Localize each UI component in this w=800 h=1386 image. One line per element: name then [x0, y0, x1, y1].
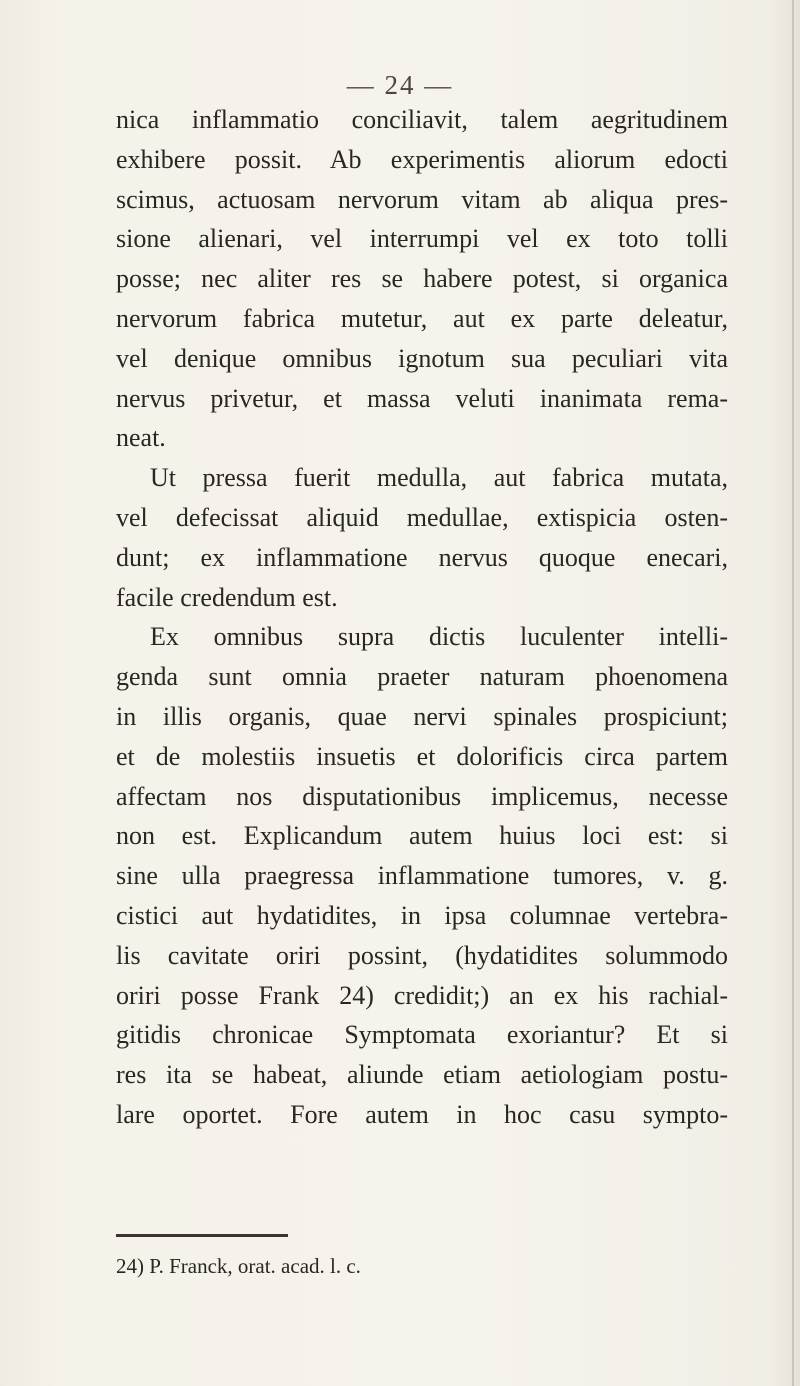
footnote-divider — [116, 1234, 288, 1237]
text-line: lare oportet. Fore autem in hoc casu sympto- — [116, 1099, 728, 1129]
text-line: affectam nos disputationibus implicemus, necesse — [116, 781, 728, 811]
body-text — [116, 100, 728, 1135]
text-line: cistici aut hydatidites, in ipsa columnae vertebra- — [116, 900, 728, 930]
footnote: 24) P. Franck, orat. acad. l. c. — [116, 1254, 361, 1278]
text-line: gitidis chronicae Symptomata exoriantur? Et si — [116, 1020, 728, 1050]
text-line: exhibere possit. Ab experimentis aliorum edocti — [116, 144, 728, 174]
page-number: — 24 — — [346, 70, 454, 100]
text-line: in illis organis, quae nervi spinales prospiciunt; — [116, 701, 728, 731]
text-line: nervus privetur, et massa veluti inanimata rema- — [116, 383, 728, 413]
text-line: neat. — [116, 423, 166, 453]
text-line: nervorum fabrica mutetur, aut ex parte deleatur, — [116, 303, 728, 333]
text-line: nica inflammatio conciliavit, talem aegritudinem — [116, 105, 728, 134]
paragraph-start-line: Ut pressa fuerit medulla, aut fabrica mutata, — [150, 463, 728, 493]
text-line: sine ulla praegressa inflammatione tumores, v. g. — [116, 861, 728, 891]
text-line: vel defecissat aliquid medullae, extispicia osten- — [116, 502, 728, 532]
text-line: vel denique omnibus ignotum sua peculiari vita — [116, 343, 728, 373]
text-line: genda sunt omnia praeter naturam phoenomena — [116, 662, 728, 692]
text-line: lis cavitate oriri possint, (hydatidites solummodo — [116, 940, 728, 970]
text-line: et de molestiis insuetis et dolorificis circa partem — [116, 741, 728, 771]
text-line: facile credendum est. — [116, 582, 338, 612]
text-line: sione alienari, vel interrumpi vel ex toto tolli — [116, 224, 728, 254]
text-line: res ita se habeat, aliunde etiam aetiologiam postu- — [116, 1060, 728, 1090]
text-line: posse; nec aliter res se habere potest, si organica — [116, 264, 728, 294]
text-line: oriri posse Frank 24) credidit;) an ex his rachial- — [116, 980, 728, 1010]
paragraph-start-line: Ex omnibus supra dictis luculenter intelli- — [150, 622, 728, 652]
page-edge-shadow — [792, 0, 794, 1386]
text-line: non est. Explicandum autem huius loci est: si — [116, 821, 728, 851]
text-line: scimus, actuosam nervorum vitam ab aliqua pres- — [116, 184, 728, 214]
text-line: dunt; ex inflammatione nervus quoque enecari, — [116, 542, 728, 572]
